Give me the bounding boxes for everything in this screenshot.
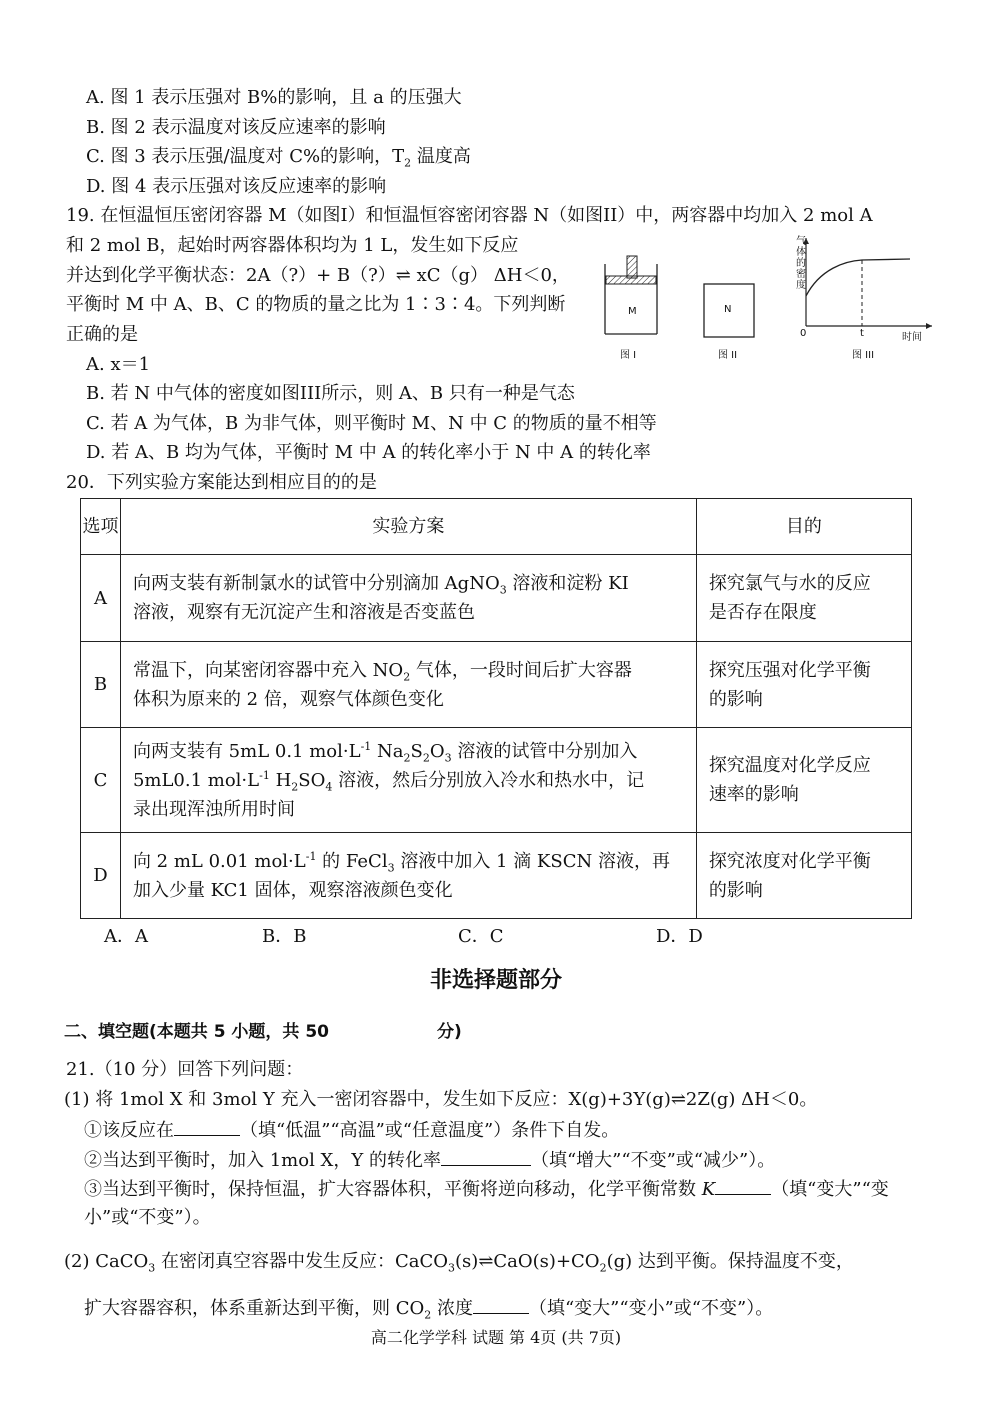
header-plan: 实验方案 xyxy=(120,499,696,555)
q19-stem-line1: 19. 在恒温恒压密闭容器 M（如图I）和恒温恒容密闭容器 N（如图II）中，两容器中均加入 2 mol A xyxy=(66,205,873,226)
row-c-goal: 探究温度对化学反应 速率的影响 xyxy=(696,728,911,833)
row-d-plan: 向 2 mL 0.01 $mol\cdot L^{-1}$ 的 FeCl$_3$ 溶液中加入 1 滴 KSCN 溶液，再 加入少量 KC1 固体，观察溶液颜色变化 xyxy=(120,833,696,919)
q21-part1-a: ①该反应在 （填“低温”“高温”或“任意温度”）条件下自发。 xyxy=(84,1117,619,1143)
q21-part1: (1) 将 1mol X 和 3mol Y 充入一密闭容器中，发生如下反应：X(g)+3Y(g)⇌2Z(g) ΔH＜0。 xyxy=(64,1089,818,1110)
row-d-key: D xyxy=(81,833,121,919)
row-b-goal: 探究压强对化学平衡 的影响 xyxy=(696,642,911,728)
section-title: 二、填空题(本题共 5 小题，共 50 xyxy=(64,1022,330,1042)
row-d-goal: 探究浓度对化学平衡 的影响 xyxy=(696,833,911,919)
q21-stem: 21.（10 分）回答下列问题： xyxy=(66,1059,304,1080)
figure-3-x-label: 时间 xyxy=(902,332,922,343)
q21-part1-b: ②当达到平衡时，加入 1mol X，Y 的转化率 （填“增大”“不变”或“减少”）。 xyxy=(84,1147,775,1173)
figure-2-label-n: N xyxy=(724,304,732,315)
figure-1-caption: 图 I xyxy=(620,350,637,361)
q18-option-c: C. 图 3 表示压强/温度对 C%的影响，$T_2$ 温度高 xyxy=(86,146,471,170)
figure-3-origin: 0 xyxy=(800,328,807,339)
q18-option-b: B. 图 2 表示温度对该反应速率的影响 xyxy=(86,117,386,138)
figure-3-t-label: t xyxy=(860,328,864,339)
header-option: 选项 xyxy=(81,499,121,555)
figure-1-container-m xyxy=(600,252,660,337)
row-c-plan: 向两支装有 5mL 0.1 $mol\cdot L^{-1}$ $Na_2S_2O_3$ 溶液的试管中分别加入 5mL0.1 $mol\cdot L^{-1}$ $H_2SO_4$ 溶液，然后分别放入冷水和热水中，记 录出现浑浊所用时间 xyxy=(120,728,696,833)
q19-option-c: C. 若 A 为气体，B 为非气体，则平衡时 M、N 中 C 的物质的量不相等 xyxy=(86,413,657,434)
part2-heading: 非选择题部分 xyxy=(429,968,562,993)
row-a-goal: 探究氯气与水的反应 是否存在限度 xyxy=(696,555,911,642)
figure-1-label-m: M xyxy=(628,306,637,317)
table-row-c xyxy=(81,728,912,833)
q20-choice-a: A．A xyxy=(104,926,148,947)
figure-3-caption: 图 III xyxy=(852,350,875,361)
page-footer: 高二化学学科 试题 第 4页 (共 7页) xyxy=(370,1328,622,1347)
table-row-b xyxy=(81,642,912,728)
figure-3-y-label: 气体的密度 xyxy=(796,236,806,291)
q19-stem-line2: 和 2 mol B，起始时两容器体积均为 1 L，发生如下反应 xyxy=(66,235,519,256)
row-b-plan: 常温下，向某密闭容器中充入 $NO_2$ 气体，一段时间后扩大容器 体积为原来的 2 倍，观察气体颜色变化 xyxy=(120,642,696,728)
q18-option-a: A. 图 1 表示压强对 B%的影响，且 a 的压强大 xyxy=(86,87,462,108)
q21-part2: (2) CaCO$_3$ 在密闭真空容器中发生反应：$CaCO_3(s)\rightleftharpoons CaO(s)+CO_2(g)$ 达到平衡。保持温度不变， xyxy=(64,1251,854,1275)
q18-option-d: D. 图 4 表示压强对该反应速率的影响 xyxy=(86,176,387,197)
figure-3-density-graph xyxy=(790,234,935,340)
row-b-key: B xyxy=(81,642,121,728)
answer-blank-3[interactable] xyxy=(715,1176,771,1195)
section-title-end: 分) xyxy=(437,1022,462,1042)
q19-stem-line3: 并达到化学平衡状态：2A（?）+ B（?）⇌ xC（g） ΔH＜0， xyxy=(66,265,570,286)
table-row-d xyxy=(81,833,912,919)
q19-option-b: B. 若 N 中气体的密度如图III所示，则 A、B 只有一种是气态 xyxy=(86,383,575,404)
q19-option-d: D. 若 A、B 均为气体，平衡时 M 中 A 的转化率小于 N 中 A 的转化率 xyxy=(86,442,651,463)
table-header-row xyxy=(81,499,912,555)
row-c-key: C xyxy=(81,728,121,833)
q21-part2-line2: 扩大容器容积，体系重新达到平衡，则 $CO_2$ 浓度 （填“变大”“变小”或“不变”）。 xyxy=(84,1295,773,1321)
q21-part1-c-line2: 小”或“不变”）。 xyxy=(84,1207,211,1228)
q20-experiment-table xyxy=(80,498,912,919)
q20-choice-b: B．B xyxy=(262,926,307,947)
header-goal: 目的 xyxy=(696,499,911,555)
answer-blank-1[interactable] xyxy=(174,1117,240,1136)
q20-choice-d: D．D xyxy=(656,926,703,947)
table-row-a xyxy=(81,555,912,642)
q20-choice-c: C．C xyxy=(458,926,504,947)
row-a-key: A xyxy=(81,555,121,642)
row-a-plan: 向两支装有新制氯水的试管中分别滴加 AgNO$_3$ 溶液和淀粉 KI 溶液，观察有无沉淀产生和溶液是否变蓝色 xyxy=(120,555,696,642)
answer-blank-2[interactable] xyxy=(441,1147,531,1166)
q19-option-a: A. x＝1 xyxy=(86,354,151,375)
q20-stem: 20．下列实验方案能达到相应目的的是 xyxy=(66,472,377,493)
q21-part1-c: ③当达到平衡时，保持恒温，扩大容器体积，平衡将逆向移动，化学平衡常数 K （填“变大”“变 xyxy=(84,1176,889,1202)
answer-blank-4[interactable] xyxy=(473,1295,529,1314)
q19-stem-line5: 正确的是 xyxy=(66,324,138,345)
figure-2-caption: 图 II xyxy=(718,350,738,361)
q19-stem-line4: 平衡时 M 中 A、B、C 的物质的量之比为 1∶3∶4。下列判断 xyxy=(66,294,566,315)
